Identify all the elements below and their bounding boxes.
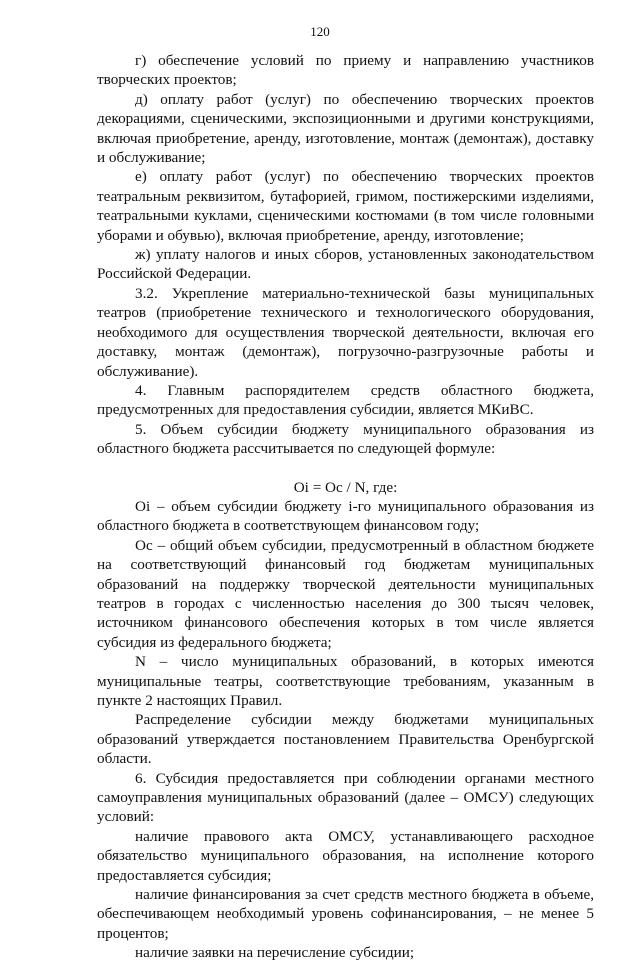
subsidy-formula: Oi = Oc / N, где:: [293, 478, 398, 496]
page-number: 120: [310, 24, 330, 39]
paragraph-item-d: д) оплату работ (услуг) по обеспечению творческих проектов декорациями, сценическими, экспозиционными и другими конструкциями, включая приобретение, аренду, изготовление, монтаж (демонтаж), доставку и обслуживание;: [97, 90, 594, 167]
definition-n: N – число муниципальных образований, в которых имеются муниципальные театры, соответствующие требованиям, указанным в пункте 2 настоящих Правил.: [97, 653, 594, 709]
definition-oi: Oi – объем субсидии бюджету i-го муниципального образования из областного бюджета в соответствующем финансовом году;: [97, 497, 594, 535]
paragraph-section-5: 5. Объем субсидии бюджету муниципального образования из областного бюджета рассчитывается по следующей формуле:: [97, 420, 594, 458]
condition-legal-act: наличие правового акта ОМСУ, устанавливающего расходное обязательство муниципального образования, на исполнение которого предоставляется субсидия;: [97, 827, 594, 884]
paragraph-item-zh: ж) уплату налогов и иных сборов, установленных законодательством Российской Федерации.: [97, 246, 594, 283]
paragraph-item-g: г) обеспечение условий по приему и направлению участников творческих проектов;: [97, 52, 594, 89]
condition-request: наличие заявки на перечисление субсидии;: [135, 944, 415, 962]
paragraph-distribution: Распределение субсидии между бюджетами муниципальных образований утверждается постановлением Правительства Оренбургской области.: [97, 711, 594, 768]
definition-oc: Oc – общий объем субсидии, предусмотренный в областном бюджете на соответствующий финансовый год бюджетам муниципальных образований на поддержку творческой деятельности муниципальных театров в городах с численностью населения до 300 тысяч человек, источником финансового обеспечения которых в том числе является субсидия из федерального бюджета;: [97, 536, 594, 651]
document-body: [97, 51, 594, 963]
paragraph-section-3-2: 3.2. Укрепление материально-технической базы муниципальных театров (приобретение технического и технологического оборудования, необходимого для осуществления творческой деятельности, включая его доставку, монтаж (демонтаж), погрузочно-разгрузочные работы и обслуживание).: [97, 284, 594, 380]
paragraph-section-4: 4. Главным распорядителем средств областного бюджета, предусмотренных для предоставления субсидии, является МКиВС.: [97, 381, 594, 419]
paragraph-item-e: е) оплату работ (услуг) по обеспечению творческих проектов театральным реквизитом, бутафорией, гримом, постижерскими изделиями, театральными куклами, сценическими костюмами (в том числе головными уборами и обувью), включая приобретение, аренду, изготовление;: [97, 168, 594, 244]
condition-cofinancing: наличие финансирования за счет средств местного бюджета в объеме, обеспечивающем необходимый уровень софинансирования, – не менее 5 процентов;: [97, 886, 594, 942]
paragraph-section-6: 6. Субсидия предоставляется при соблюдении органами местного самоуправления муниципальных образований (далее – ОМСУ) следующих условий:: [97, 769, 594, 826]
